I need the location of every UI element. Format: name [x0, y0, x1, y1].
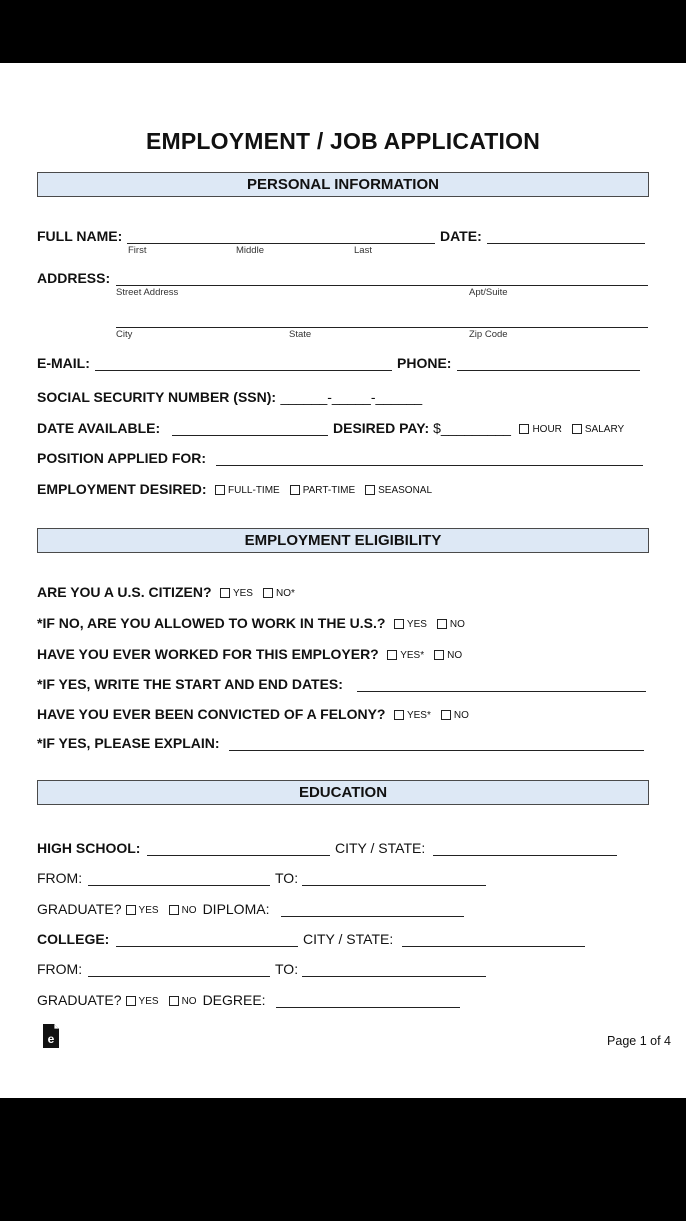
- college-from-label: FROM:: [37, 961, 83, 977]
- college-from-field[interactable]: [88, 976, 270, 977]
- college-to-label: TO:: [275, 961, 299, 977]
- felony-question: HAVE YOU EVER BEEN CONVICTED OF A FELONY?: [37, 706, 386, 722]
- felony-yes-option: YES*: [406, 710, 431, 721]
- high-school-field[interactable]: [147, 855, 330, 856]
- college-graduate-row: [37, 992, 266, 1010]
- street-caption: Street Address: [116, 287, 179, 298]
- seasonal-option: SEASONAL: [378, 485, 433, 496]
- hs-graduate-row: [37, 901, 269, 919]
- section-header-eligibility: EMPLOYMENT ELIGIBILITY: [37, 528, 649, 553]
- worked-question: HAVE YOU EVER WORKED FOR THIS EMPLOYER?: [37, 646, 379, 662]
- hs-graduate-no-checkbox[interactable]: [169, 905, 179, 915]
- hour-option: HOUR: [532, 424, 562, 435]
- explain-field[interactable]: [229, 750, 644, 751]
- section-header-personal: PERSONAL INFORMATION: [37, 172, 649, 197]
- hs-from-field[interactable]: [88, 885, 270, 886]
- date-label: DATE:: [440, 228, 482, 244]
- date-available-label: DATE AVAILABLE:: [37, 420, 161, 436]
- middle-caption: Middle: [236, 245, 264, 256]
- state-caption: State: [289, 329, 312, 340]
- apt-caption: Apt/Suite: [469, 287, 508, 298]
- employment-desired-label: EMPLOYMENT DESIRED:: [37, 481, 207, 497]
- worked-yes-option: YES*: [400, 650, 425, 661]
- hs-from-label: FROM:: [37, 870, 83, 886]
- diploma-field[interactable]: [281, 916, 464, 917]
- college-graduate-yes-option: YES: [138, 996, 159, 1007]
- diploma-label: DIPLOMA:: [202, 901, 270, 917]
- worked-no-option: NO: [447, 650, 463, 661]
- phone-field[interactable]: [457, 370, 640, 371]
- seasonal-checkbox[interactable]: [365, 485, 375, 495]
- desired-pay-row: [333, 420, 630, 438]
- allowed-yes-checkbox[interactable]: [394, 619, 404, 629]
- worked-no-checkbox[interactable]: [434, 650, 444, 660]
- document-page: [0, 63, 686, 1098]
- hour-checkbox[interactable]: [519, 424, 529, 434]
- date-available-field[interactable]: [172, 435, 328, 436]
- worked-row: [37, 646, 468, 664]
- citizen-no-checkbox[interactable]: [263, 588, 273, 598]
- citizen-no-option: NO*: [275, 588, 295, 599]
- hs-city-state-label: CITY / STATE:: [335, 840, 426, 856]
- eforms-logo-icon: [42, 1024, 59, 1048]
- citizen-row: [37, 584, 301, 602]
- citizen-question: ARE YOU A U.S. CITIZEN?: [37, 584, 212, 600]
- position-field[interactable]: [216, 465, 643, 466]
- date-field[interactable]: [487, 243, 645, 244]
- hs-graduate-yes-option: YES: [138, 905, 159, 916]
- part-time-option: PART-TIME: [302, 485, 356, 496]
- hs-city-state-field[interactable]: [433, 855, 617, 856]
- hs-graduate-no-option: NO: [181, 905, 197, 916]
- hs-graduate-yes-checkbox[interactable]: [126, 905, 136, 915]
- employment-desired-row: [37, 481, 438, 499]
- felony-row: [37, 706, 475, 724]
- position-label: POSITION APPLIED FOR:: [37, 450, 207, 466]
- citizen-yes-checkbox[interactable]: [220, 588, 230, 598]
- allowed-question: *IF NO, ARE YOU ALLOWED TO WORK IN THE U.S.?: [37, 615, 386, 631]
- full-time-checkbox[interactable]: [215, 485, 225, 495]
- salary-option: SALARY: [584, 424, 625, 435]
- explain-question: *IF YES, PLEASE EXPLAIN:: [37, 735, 220, 751]
- felony-no-option: NO: [453, 710, 469, 721]
- city-caption: City: [116, 329, 133, 340]
- ssn-label: SOCIAL SECURITY NUMBER (SSN):: [37, 389, 277, 405]
- high-school-label: HIGH SCHOOL:: [37, 840, 141, 856]
- page-number: Page 1 of 4: [607, 1034, 671, 1048]
- address-label: ADDRESS:: [37, 270, 111, 286]
- desired-pay-field[interactable]: $_________: [429, 420, 511, 436]
- college-to-field[interactable]: [302, 976, 486, 977]
- full-name-field[interactable]: [127, 243, 435, 244]
- part-time-checkbox[interactable]: [290, 485, 300, 495]
- city-state-zip-field[interactable]: [116, 327, 648, 328]
- street-address-field[interactable]: [116, 285, 648, 286]
- email-label: E-MAIL:: [37, 355, 90, 371]
- salary-checkbox[interactable]: [572, 424, 582, 434]
- worked-yes-checkbox[interactable]: [387, 650, 397, 660]
- allowed-no-option: NO: [449, 619, 465, 630]
- dates-question: *IF YES, WRITE THE START AND END DATES:: [37, 676, 343, 692]
- email-field[interactable]: [95, 370, 392, 371]
- allowed-row: [37, 615, 471, 633]
- ssn-field[interactable]: ______-_____-______: [280, 389, 423, 405]
- allowed-yes-option: YES: [406, 619, 427, 630]
- hs-graduate-label: GRADUATE?: [37, 901, 122, 917]
- college-label: COLLEGE:: [37, 931, 110, 947]
- svg-text:e: e: [47, 1032, 55, 1046]
- college-field[interactable]: [116, 946, 298, 947]
- degree-field[interactable]: [276, 1007, 460, 1008]
- last-caption: Last: [354, 245, 372, 256]
- desired-pay-label: DESIRED PAY:: [333, 420, 430, 436]
- hs-to-field[interactable]: [302, 885, 486, 886]
- first-caption: First: [128, 245, 147, 256]
- college-graduate-yes-checkbox[interactable]: [126, 996, 136, 1006]
- degree-label: DEGREE:: [202, 992, 266, 1008]
- college-graduate-label: GRADUATE?: [37, 992, 122, 1008]
- document-title: EMPLOYMENT / JOB APPLICATION: [145, 128, 541, 154]
- allowed-no-checkbox[interactable]: [437, 619, 447, 629]
- dates-field[interactable]: [357, 691, 646, 692]
- felony-no-checkbox[interactable]: [441, 710, 451, 720]
- citizen-yes-option: YES: [232, 588, 253, 599]
- college-city-state-field[interactable]: [402, 946, 585, 947]
- college-city-state-label: CITY / STATE:: [303, 931, 394, 947]
- college-graduate-no-checkbox[interactable]: [169, 996, 179, 1006]
- phone-label: PHONE:: [397, 355, 452, 371]
- college-graduate-no-option: NO: [181, 996, 197, 1007]
- full-time-option: FULL-TIME: [228, 485, 280, 496]
- zip-caption: Zip Code: [469, 329, 508, 340]
- hs-to-label: TO:: [275, 870, 299, 886]
- full-name-label: FULL NAME:: [37, 228, 123, 244]
- ssn-row: [37, 389, 422, 407]
- section-header-education: EDUCATION: [37, 780, 649, 805]
- felony-yes-checkbox[interactable]: [394, 710, 404, 720]
